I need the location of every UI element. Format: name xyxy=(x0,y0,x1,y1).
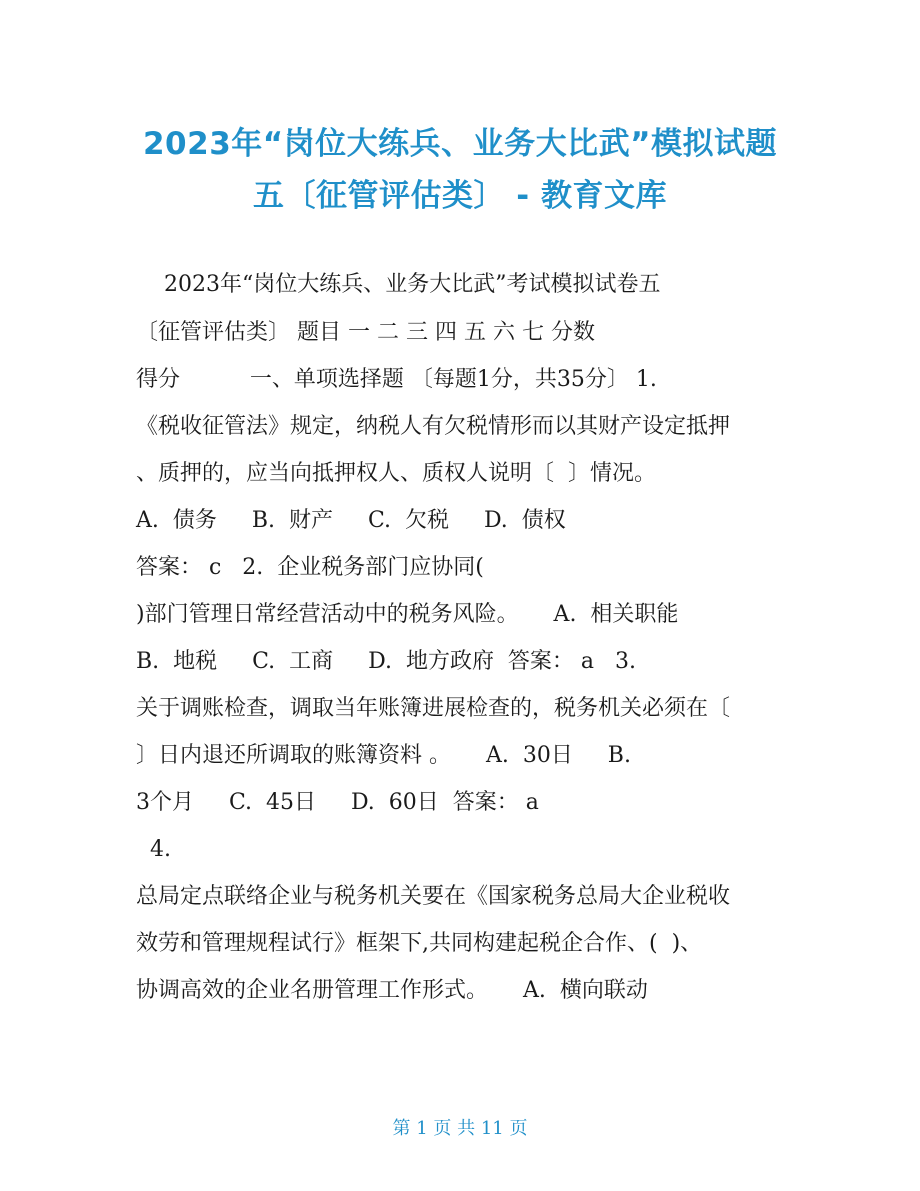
body-line: 协调高效的企业名册管理工作形式。 A. 横向联动 xyxy=(136,978,648,1003)
body-line: A. 债务 B. 财产 C. 欠税 D. 债权 xyxy=(136,508,566,533)
body-line: B. 地税 C. 工商 D. 地方政府 答案： a 3. xyxy=(136,649,637,674)
body-line: 〔征管评估类〕 题目 一 二 三 四 五 六 七 分数 xyxy=(136,320,595,345)
page-number-footer: 第 1 页 共 11 页 xyxy=(392,1118,528,1139)
body-line: )部门管理日常经营活动中的税务风险。 A. 相关职能 xyxy=(136,602,679,627)
body-line: 总局定点联络企业与税务机关要在《国家税务总局大企业税收 xyxy=(136,884,731,909)
body-line: 4. xyxy=(136,837,171,862)
body-line: 3个月 C. 45日 D. 60日 答案： a xyxy=(136,790,539,815)
document-title-line-2: 五〔征管评估类〕 - 教育文库 xyxy=(253,178,667,214)
body-line: 效劳和管理规程试行》框架下,共同构建起税企合作、( )、 xyxy=(136,931,703,956)
body-line: 得分 一、单项选择题 〔每题1分，共35分〕 1. xyxy=(136,367,657,392)
body-line: 关于调账检查，调取当年账簿进展检查的，税务机关必须在〔 xyxy=(136,696,731,721)
body-line: 、质押的，应当向抵押权人、质权人说明〔 〕情况。 xyxy=(136,461,656,486)
body-line: 2023年“岗位大练兵、业务大比武”考试模拟试卷五 xyxy=(136,272,661,297)
document-title-line-1: 2023年“岗位大练兵、业务大比武”模拟试题 xyxy=(142,126,778,162)
body-line: 〕日内退还所调取的账簿资料 。 A. 30日 B. xyxy=(136,743,631,768)
body-line: 答案： c 2. 企业税务部门应协同( xyxy=(136,555,484,580)
body-line: 《税收征管法》规定，纳税人有欠税情形而以其财产设定抵押 xyxy=(136,414,731,439)
